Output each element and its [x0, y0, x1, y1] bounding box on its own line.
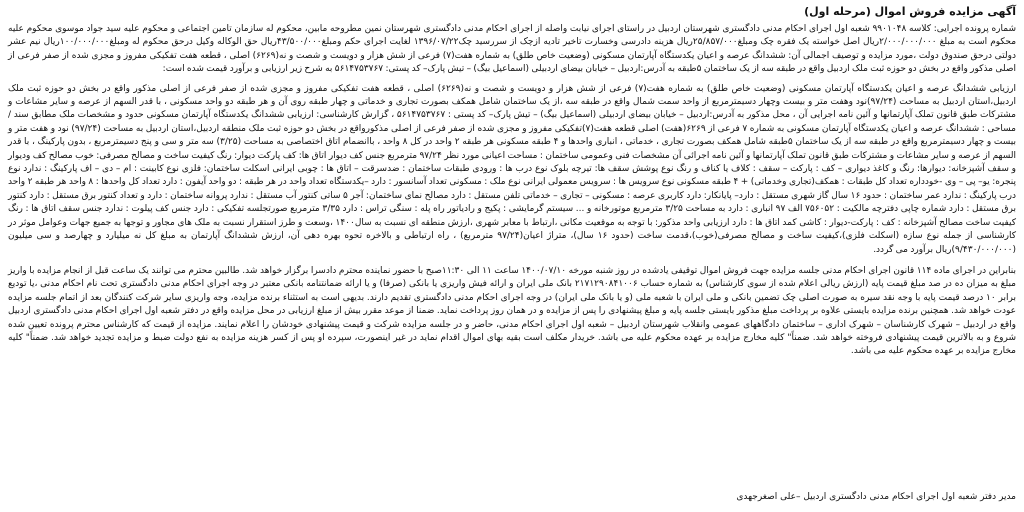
- appraisal-paragraph: ارزیابی ششدانگ عرصه و اعیان یکدستگاه آپارتمان مسکونی (وضعیت خاص طلق) به شماره هفت(۷) فرعی از شش هزار و دویست و شصت و نه(۶۲۶۹) اصلی ، قطعه هفت تفکیکی مفروز و مجزی شده از صفر فرعی از اصلی مذکور واقع در بخش دو حوزه ثبت ملک اردبیل،استان اردبیل به مساحت (۹۷/۲۴)نود وهفت متر و بیست وچهار دسیمترمربع از واحد سمت شمال واقع در طبقه سه ،از یک ساختمان شامل همکف بصورت تجاری و خدماتی و چهار طبقه روی آن و هر طبقه دو واحد مسکونی ، با قدر السهم از عرصه و سایر مشاعات و مشترکات طبق قانون تملک آپارتمانها و آئین نامه اجرایی آن ، محل مذکور به آدرس:اردبیل – خیابان بیضای اردبیلی (اسماعیل بیگ) – تیش پارک– کد پستی : ۵۶۱۴۷۵۳۷۶۷ ، گزارش کارشناسی: ارزیابی ششدانگ یکدستگاه آپارتمان مسکونی حدود و مشخصات ملک مطابق سند / مساحی : ششدانگ عرصه و اعیان یکدستگاه آپارتمان مسکونی به شماره ۷ فرعی از ۶۲۶۹(هفت) اصلی قطعه هفت(۷)تفکیکی مفروز و مجزی شده از صفر فرعی از اصلی مذکورواقع در بخش دو حوزه ثبت ملک منطقه اردبیل،استان اردبیل به مساحت (۹۷/۲۴) نود و هفت متر و بیست و چهار دسیمترمربع واقع در طبقه سه از یک ساختمان ۵طبقه شامل همکف بصورت تجاری ، خدماتی ، انباری واحدها و ۴ طبقه مسکونی هر طبقه ۲ واحد در کل ۸ واحد ، باانضمام اتاق اختصاصی به مساحت (۳/۲۵) سه متر و سی و پنج دسیمترمربع ، بدون پارکینگ ، با قدر السهم از عرصه و سایر مشاعات و مشترکات طبق قانون تملک آپارتمانها و آئین نامه اجرائی آن مشخصات فنی وعمومی ساختمان : مساحت اعیانی مورد نظر ۹۷/۲۴ مترمربع جنس کف دیوار اتاق ها: کف پارکت دیوار: رنگ کیفیت ساخت و مصالح مصرفی: خوب مصالح کف ودیوار و سقف آشپزخانه: دیوارها: رنگ و کاغذ دیواری – کف : پارکت – سقف : کلاف یا کناف و رنگ نوع پوشش سقف ها: تیرچه بلوک نوع درب ها : ورودی طبقات ساختمان : ضدسرقت – اتاق ها : چوبی ایرانی اسکلت ساختمان: فلزی نوع کابینت : ام – دی – اف پارکینگ : ندارد نوع پنجره: یو– پی – وی -خودداره تعداد کل طبقات : همکف(تجاری وخدماتی) + ۴ طبقه مسکونی نوع سرویس ها : سرویس معمولی ایرانی نوع ملک : مسکونی تعداد آسانسور : دارد –یکدستگاه تعداد واحد در هر طبقه : دو واحد آیفون : دارد تعداد کل واحدها : ۸ واحد هر طبقه ۲ واحد درب پارکینگ : ندارد عمر ساختمان : حدود ۱۶ سال گاز شهری مستقل : دارد– پایانکار: دارد کاربری عرصه : مسکونی – تجاری – خدماتی تلفن مستقل : دارد مصالح نمای ساختمان: آجر ۵ ساتی کنتور آب مستقل : ندارد پروانه ساختمان : دارد و تعداد کنتور برق مستقل : دارد کنتور برق مستقل : دارد شماره چاپی دفترچه مالکیت : ۷۵۶۰۵۲ الف ۹۷ انباری : دارد به مساحت ۳/۲۵ مترمربع موتورخانه و ... سیستم گرمایشی : پکیج و رادیاتور راه پله : سنگی تراس : دارد ۳/۳۵ مترمربع صورتجلسه تفکیکی : دارد جنس کف پیلوت : ندارد جنس سقف اتاق ها : رنگ کیفیت ساخت مصالح آشپزخانه : کف : پارکت-دیوار : کاشی کمد اتاق ها : دارد ارزیابی واحد مذکور: با توجه به موقعیت مکانی ،ارتباط با معابر شهری ،ارزش منطقه ای نسبت به سال۱۴۰۰ ،وسعت و طرز استقرار نسبت به ملک های مجاور و توجها به جمیع جهات وعوامل موثر در کارشناسی از جمله نوع سازه (اسکلت فلزی)،کیفیت ساخت و مصالح مصرفی(خوب)،قدمت ساخت (حدود ۱۶ سال)، متراژ اعیان(۹۷/۲۴ مترمربع) ، راه ارتباطی و بالاخره تحوه بهره دهی آن، ارزش ششدانگ آپارتمان به مبلغ کل نه میلیارد و چهارصد و سی میلیون (۹/۴۳۰/۰۰۰/۰۰۰)ریال برآورد می گردد.: [8, 83, 1017, 255]
- auction-terms-paragraph: بنابراین در اجرای ماده ۱۱۴ قانون اجرای احکام مدنی جلسه مزایده جهت فروش اموال توقیفی یادشده در روز شنبه مورخه ۱۴۰۰/۰۷/۱۰ ساعت ۱۱ الی ۱۱:۳۰صبح با حضور نماینده محترم دادسرا برگزار خواهد شد. طالبین محترم می توانند یک ساعت قبل از انجام مزایده با واریز مبلغ به میزان ده در صد مبلغ قیمت پایه (ارزش ریالی اعلام شده از سوی کارشناس) به شماره حساب ۲۱۷۱۲۹۰۸۴۱۰۰۶ بانک ملی ایران و ارائه فیش واریزی یا بانکی (صرفا) و یا ارائه ضمانتنامه بانکی معتبر در وجه اجرای احکام مدنی دادگستری تحت نام احکام مدنی ،یا تودیع برابر ۱۰ درصد قیمت پایه با وجه نقد سیره به صورت اصلی چک تضمین بانکی و ملی ایران با شعبه ملی (و یا بانک ملی ایران) در وجه اجرای احکام مدنی دادگستری تقدیم دارند. بدیهی است به استثناء برنده مزایده، وجه واریزی سایر شرکت کنندگان بعد از اتمام جلسه مزایده عودت خواهد شد. همچنین برنده مزایده بایستی علاوه بر پرداخت مبلغ مذکور بایستی جلسه پایه و مبلغ پیشنهادی را پس از مزایده و در همان روز پرداخت نماید. ضمنا از موعد مقرر بیش از مبلغ ارزیابی در محل مزایده واقع در دفتر شعبه اول اجرای احکام مدنی دادگستری اردبیل واقع در اردبیل – شهرک کارشناسان – شهرک اداری – ساختمان دادگاههای عمومی وانقلاب شهرستان اردبیل – شعبه اول اجرای احکام مدنی، حاضر و در جلسه مزایده شرکت و قیمت پیشنهادی خودشان را اعلام نمایند. مزایده از قیمت که کارشناس محترم پرونده تعیین شده شروع و به بالاترین قیمت پیشنهادی فروخته خواهد شد. ضمناً" کلیه مخارج مزایده بر عهده محکوم علیه می باشد. خریدار مکلف است بقیه بهای اموال اقدام نماید در غیر اینصورت، سپرده او پس از کسر هزینه مزایده به نفع دولت ضبط و مزایده تجدید خواهد شد. ضمناً" کلیه مخارج مزایده بر عهده محکوم علیه می باشد.: [8, 265, 1016, 357]
- case-summary-paragraph: شماره پرونده اجرایی: کلاسه ۹۹۰۱۰۴۸ شعبه اول اجرای احکام مدنی دادگستری شهرستان اردبیل در راستای اجرای نیابت واصله از اجرای احکام مدنی دادگستری شهرستان نمین مطروحه مابین، محکوم له سازمان تامین اجتماعی و محکوم علیه سید جواد موسوی محکوم علیه محکوم است به مبلغ ۲/۰۰۰/۰۰۰/۰۰۰ریال اصل خواسته یک فقره چک ومبلغ۲۵/۸۵۷/۰۰۰ریال هزینه دادرسی وخسارت تاخیر تادیه ازچک از سررسید چک۱۳۹۶/۰۷/۲۲ لغایت اجرای حکم ومبلغ۴۳/۵۰۰/۰۰۰ریال حق الوکاله وکیل درحق محکوم له ومبلغ۱۰۰/۰۰۰/۰۰۰ریال نیم عشر دولتی درحق صندوق دولت ،مورد مزایده و توصیف اجمالی آن: ششدانگ عرصه و اعیان یکدستگاه آپارتمان مسکونی (وضعیت خاص طلق) به شماره هفت(۷) فرعی از شش هزار و دویست و شصت و نه(۶۲۶۹) اصلی ، قطعه هفت تفکیکی مفروز و مجزی شده از صفر فرعی از اصلی مذکور واقع در بخش دو حوزه ثبت ملک اردبیل واقع در طبقه سه از یک ساختمان ۵طبقه به آدرس:اردبیل – خیابان بیضای اردبیلی (اسماعیل بیگ) – تیش پارک– کد پستی: ۵۶۱۴۷۵۳۷۶۷ به شرح زیر ارزیابی و برآورد قیمت شده است:: [8, 24, 1017, 75]
- signature-line: مدیر دفتر شعبه اول اجرای احکام مدنی دادگستری اردبیل –علی اصغرجهدی: [736, 492, 1016, 502]
- notice-title: آگهی مزایده فروش اموال (مرحله اول): [804, 5, 1016, 18]
- spacer: [8, 359, 1016, 491]
